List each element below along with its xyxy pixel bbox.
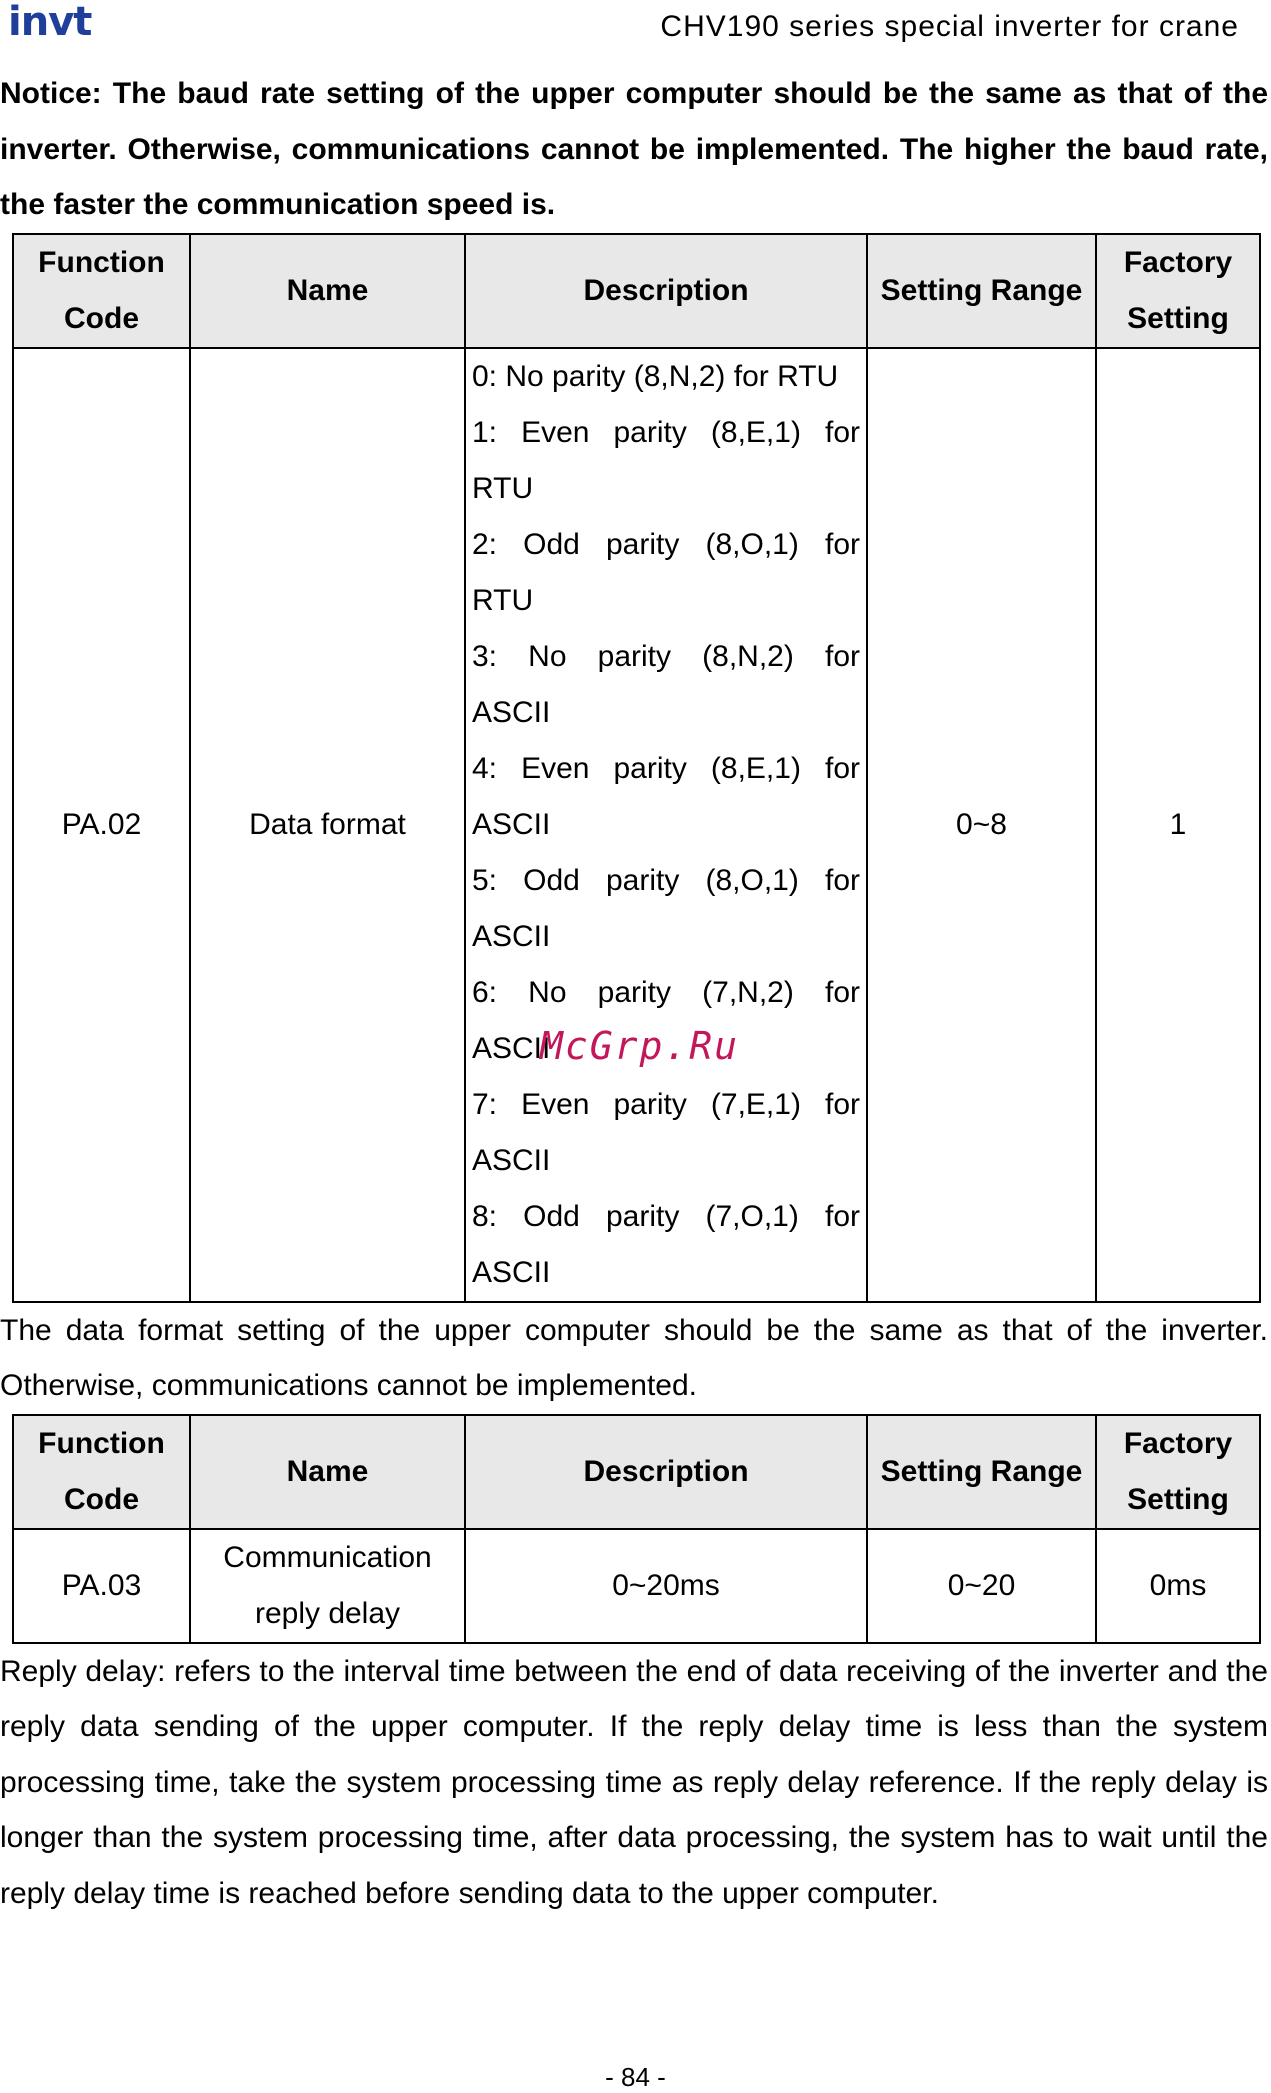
page-number: - 84 - [605,2062,666,2092]
setting-range-cell: 0~20 [867,1529,1096,1643]
pa02-table [12,233,1261,1303]
desc-option-7-cont: ASCII [472,1143,551,1177]
desc-option-4: 4: Even parity (8,E,1) for [472,751,860,785]
desc-option-3-cont: ASCII [472,695,551,729]
header-setting-range: Setting Range [867,1415,1096,1529]
factory-setting-cell: 1 [1096,348,1260,1302]
desc-option-2: 2: Odd parity (8,O,1) for [472,527,860,561]
desc-option-6: 6: No parity (7,N,2) for [472,975,860,1009]
pa03-table [12,1414,1261,1644]
desc-option-0: 0: No parity (8,N,2) for RTU [472,359,839,393]
data-format-note: The data format setting of the upper computer should be the same as that of the inverter. Otherwise, communications cannot be implemented. [0,1313,1268,1402]
page-header [0,0,1271,52]
desc-option-8-cont: ASCII [472,1255,551,1289]
desc-option-7: 7: Even parity (7,E,1) for [472,1087,860,1121]
header-function-code: Function Code [13,1415,190,1529]
header-name: Name [190,1415,465,1529]
desc-option-8: 8: Odd parity (7,O,1) for [472,1199,860,1233]
header-description: Description [465,234,867,348]
function-code-cell: PA.03 [13,1529,190,1643]
function-code-cell: PA.02 [13,348,190,1302]
desc-option-3: 3: No parity (8,N,2) for [472,639,860,673]
desc-option-5: 5: Odd parity (8,O,1) for [472,863,860,897]
desc-option-4-cont: ASCII [472,807,551,841]
factory-setting-cell: 0ms [1096,1529,1260,1643]
table-header-row [13,1415,1260,1529]
header-title: CHV190 series special inverter for crane [660,10,1239,43]
header-setting-range: Setting Range [867,234,1096,348]
table-row [13,348,1260,1302]
desc-option-6-cont: ASCII [472,1031,551,1065]
desc-option-2-cont: RTU [472,583,534,617]
header-description: Description [465,1415,867,1529]
reply-delay-note: Reply delay: refers to the interval time between the end of data receiving of the inverter and the reply data sending of the upper computer. If the reply delay time is less than the system processing time, take the system processing time as reply delay reference. If the reply delay is longer than the system processing time, after data processing, the system has to wait until the reply delay time is reached before sending data to the upper computer. [0,1654,1268,1910]
header-factory-setting: Factory Setting [1096,234,1260,348]
baud-rate-notice: Notice: The baud rate setting of the upper computer should be the same as that of the inverter. Otherwise, communications cannot be implemented. The higher the baud rate, the faster the communication speed is. [0,77,1268,221]
description-cell [465,348,867,1302]
page-content [0,66,1271,1921]
header-function-code: Function Code [13,234,190,348]
site-watermark: McGrp.Ru [540,1024,740,1068]
setting-range-cell: 0~8 [867,348,1096,1302]
header-factory-setting: Factory Setting [1096,1415,1260,1529]
header-name: Name [190,234,465,348]
name-cell: Data format [190,348,465,1302]
desc-option-5-cont: ASCII [472,919,551,953]
table-header-row [13,234,1260,348]
invt-logo: invt [8,0,92,45]
desc-option-1-cont: RTU [472,471,534,505]
name-cell: Communication reply delay [190,1529,465,1643]
description-cell: 0~20ms [465,1529,867,1643]
table-row [13,1529,1260,1643]
desc-option-1: 1: Even parity (8,E,1) for [472,415,860,449]
